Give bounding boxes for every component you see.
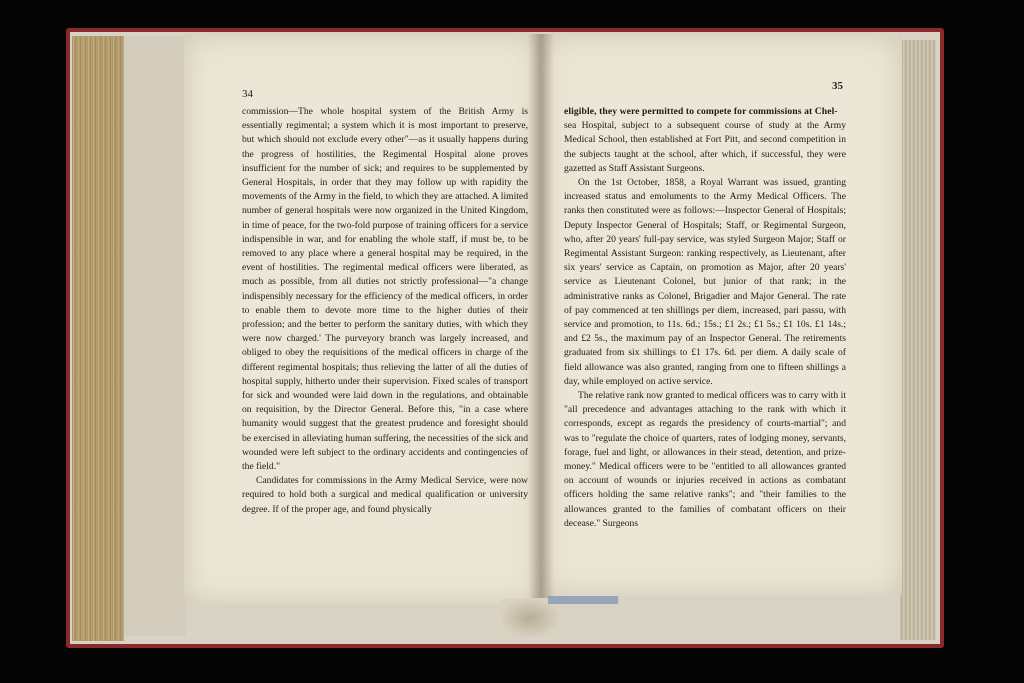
right-page-number: 35 [832,80,843,92]
left-paragraph-2: Candidates for commissions in the Army Medical Service, were now required to hold both a surgical and medical qualification or university degree. If of the proper age, and found physically [242,475,528,515]
spine-bottom [500,598,560,638]
left-page-number: 34 [242,88,253,100]
page-edges-right [900,40,936,640]
right-first-line: eligible, they were permitted to compete for commissions at Chel- [564,106,838,117]
left-paragraph-1: commission—The whole hospital system of the British Army is essentially regimental; a system which it is most important to preserve, but which should not exclude every other"—as it usually happens during the progress of hostilities, the Regimental Hospital alone proves insufficient for the number of sick; and requires to be supplemented by General Hospitals, in order that they may follow up with rapidity the movements of the Army in the field, to which they are attached. A limited number of general hospitals were now organized in the United Kingdom, in time of peace, for the two-fold purpose of training officers for a service indispensible in war, and for enabling the whole staff, if must be, to be removed to any place where a general hospital may be required, in the event of hostilities. The regimental medical officers were liberated, as much as possible, from all duties not strictly professional—"a change indispensibly necessary for the efficiency of the medical officers, in order to enable them to devote more time to the higher duties of their profession; and the better to perform the sanitary duties, with which they were now charged.' The purveyory branch was largely increased, and obliged to obey the requisitions of the medical officers in charge of the different regimental hospitals; thus relieving the latter of all the duties of hospital supply, hitherto under their supervision. Fixed scales of transport for sick and wounded were laid down in the regulations, and obtainable on requisition, by the Director General. Before this, "in a case where humanity would suggest that the greatest prudence and foresight should be exercised in alleviating human suffering, the necessities of the sick and wounded were left subject to the ordinary accidents and contingencies of the field." [242,106,528,473]
bookmark-ribbon [548,596,618,604]
left-page-text [242,105,528,517]
underlying-leaves [124,36,186,636]
right-paragraph-3: The relative rank now granted to medical officers was to carry with it "all precedence and advantages attaching to the rank with which it corresponds, except as regards the presidency of courts-martial"; and was to "regulate the choice of quarters, rates of lodging money, servants, forage, fuel and light, or allowances in their stead, detention, and prize-money." Medical officers were to be "entitled to all allowances granted on account of wounds or injuries received in actions as combatant officers holding the same relative ranks"; and "their families to the allowances granted to the families of combatant officers on their decease." Surgeons [564,390,846,529]
book-gutter [528,34,554,604]
right-paragraph-2: On the 1st October, 1858, a Royal Warrant was issued, granting increased status and emoluments to the Army Medical Officers. The ranks then constituted were as follows:—Inspector General of Hospitals; Deputy Inspector General of Hospitals; Staff, or Regimental Surgeon, who, after 20 years' full-pay service, was styled Surgeon Major; Staff or Regimental Assistant Surgeon: ranking respectively, as Lieutenant, after six years' service as Captain, on promotion as Major, after 20 years' service as Lieutenant Colonel, but junior of that rank; in the administrative ranks as Colonel, Brigadier and Major General. The rate of pay commenced at ten shillings per diem, increased, pari passu, with service and promotion, to 11s. 6d.; 15s.; £1 2s.; £1 5s.; £1 10s. £1 14s.; and £2 5s., the maximum pay of an Inspector General. The retirements graduated from six shillings to £1 17s. 6d. per diem. A daily scale of field allowance was also granted, ranging from one to fifteen shillings a day, while employed on active service. [564,177,846,387]
right-paragraph-1: sea Hospital, subject to a subsequent course of study at the Army Medical School, then established at Fort Pitt, and second competition in the subjects taught at the school, after which, if successful, they were gazetted as Staff Assistant Surgeons. [564,120,846,174]
page-edges-left [72,36,124,641]
right-page-text [564,105,846,531]
